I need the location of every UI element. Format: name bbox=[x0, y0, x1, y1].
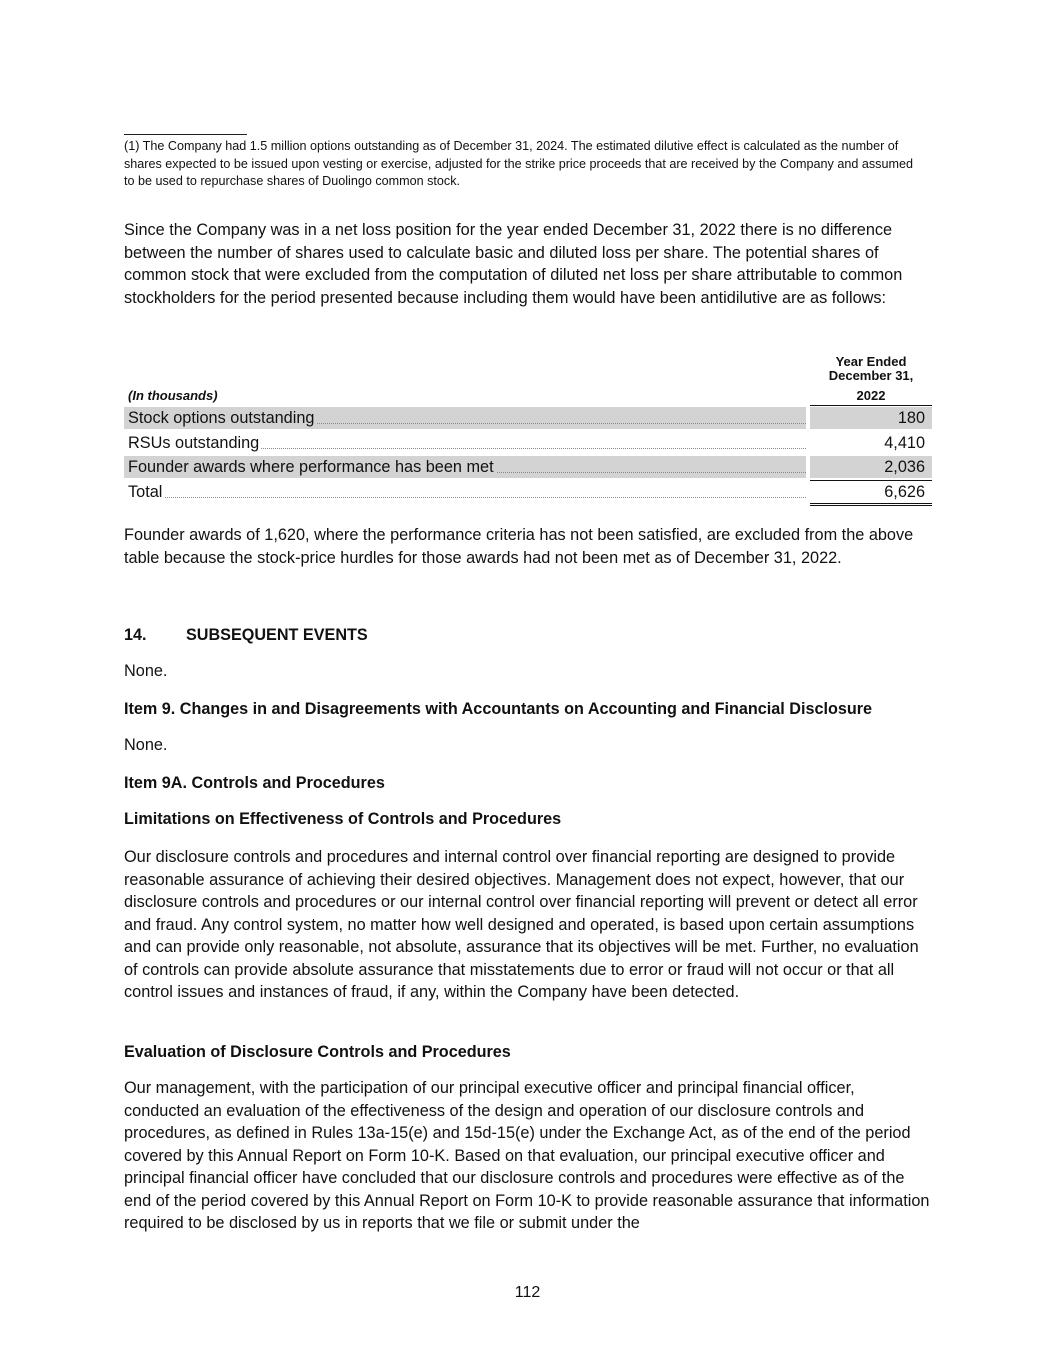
evaluation-paragraph: Our management, with the participation of our principal executive officer and principal financial officer, conducted an evaluation of the effectiveness of the design and operation of our disclosure controls and procedures, as defined in Rules 13a-15(e) and 15d-15(e) under the Exchange Act, as of the end of the period covered by this Annual Report on Form 10-K. Based on that evaluation, our principal executive officer and principal financial officer have concluded that our disclosure controls and procedures were effective as of the end of the period covered by this Annual Report on Form 10-K to provide reasonable assurance that information required to be disclosed by us in reports that we file or submit under the bbox=[124, 1079, 930, 1232]
column-header-line2: December 31, bbox=[828, 368, 914, 383]
footnote-text: (1) The Company had 1.5 million options outstanding as of December 31, 2024. The estimated dilutive effect is calculated as the number of shares expected to be issued upon vesting or exercise, adjusted for the strike price proceeds that are received by the Company and assumed to be used to repurchase shares of Duolingo common stock. bbox=[124, 139, 913, 188]
total-value: 6,626 bbox=[884, 483, 925, 501]
section-heading bbox=[124, 624, 932, 646]
year-header-rule bbox=[810, 405, 932, 406]
row-label: Stock options outstanding bbox=[124, 409, 316, 427]
table-row bbox=[124, 432, 932, 454]
footnote-divider bbox=[124, 134, 247, 135]
row-label: Founder awards where performance has been met bbox=[124, 458, 496, 476]
table-total-row bbox=[124, 481, 932, 503]
table-row bbox=[124, 456, 932, 478]
intro-paragraph: Since the Company was in a net loss position for the year ended December 31, 2022 there is no difference between the number of shares used to calculate basic and diluted loss per share. The potential shares of common stock that were excluded from the computation of diluted net loss per share attributable to common stockholders for the period presented because including them would have been antidilutive are as follows: bbox=[124, 221, 903, 307]
row-value: 2,036 bbox=[884, 458, 925, 476]
total-label: Total bbox=[124, 483, 164, 501]
limitations-paragraph: Our disclosure controls and procedures and internal control over financial reporting are designed to provide reasonable assurance of achieving their desired objectives. Management does not expect, however, that our disclosure controls and procedures or our internal control over financial reporting will prevent or detect all error and fraud. Any control system, no matter how well designed and operated, is based upon certain assumptions and can provide only reasonable, not absolute, assurance that its objectives will be met. Further, no evaluation of controls can provide absolute assurance that misstatements due to error or fraud will not occur or that all control issues and instances of fraud, if any, within the Company have been detected. bbox=[124, 848, 919, 1001]
year-header: 2022 bbox=[856, 388, 886, 403]
total-double-rule bbox=[810, 503, 932, 506]
limitations-heading: Limitations on Effectiveness of Controls and Procedures bbox=[124, 810, 562, 828]
row-value: 180 bbox=[897, 409, 925, 427]
units-label: (In thousands) bbox=[128, 388, 218, 403]
item9-heading: Item 9. Changes in and Disagreements with Accountants on Accounting and Financial Disclosure bbox=[124, 700, 873, 718]
row-value: 4,410 bbox=[884, 434, 925, 452]
item9a-heading: Item 9A. Controls and Procedures bbox=[124, 774, 385, 792]
column-header-line1: Year Ended bbox=[835, 354, 907, 369]
evaluation-heading: Evaluation of Disclosure Controls and Procedures bbox=[124, 1043, 511, 1061]
founder-awards-paragraph: Founder awards of 1,620, where the performance criteria has not been satisfied, are excluded from the above table because the stock-price hurdles for those awards had not been met as of December 31, 2022. bbox=[124, 526, 914, 567]
section-body: None. bbox=[124, 662, 168, 680]
row-label: RSUs outstanding bbox=[124, 434, 261, 452]
table-row bbox=[124, 407, 932, 429]
item9-body: None. bbox=[124, 736, 168, 754]
page-number: 112 bbox=[514, 1284, 541, 1301]
section-number: 14. bbox=[124, 626, 147, 644]
section-title: SUBSEQUENT EVENTS bbox=[186, 626, 368, 644]
